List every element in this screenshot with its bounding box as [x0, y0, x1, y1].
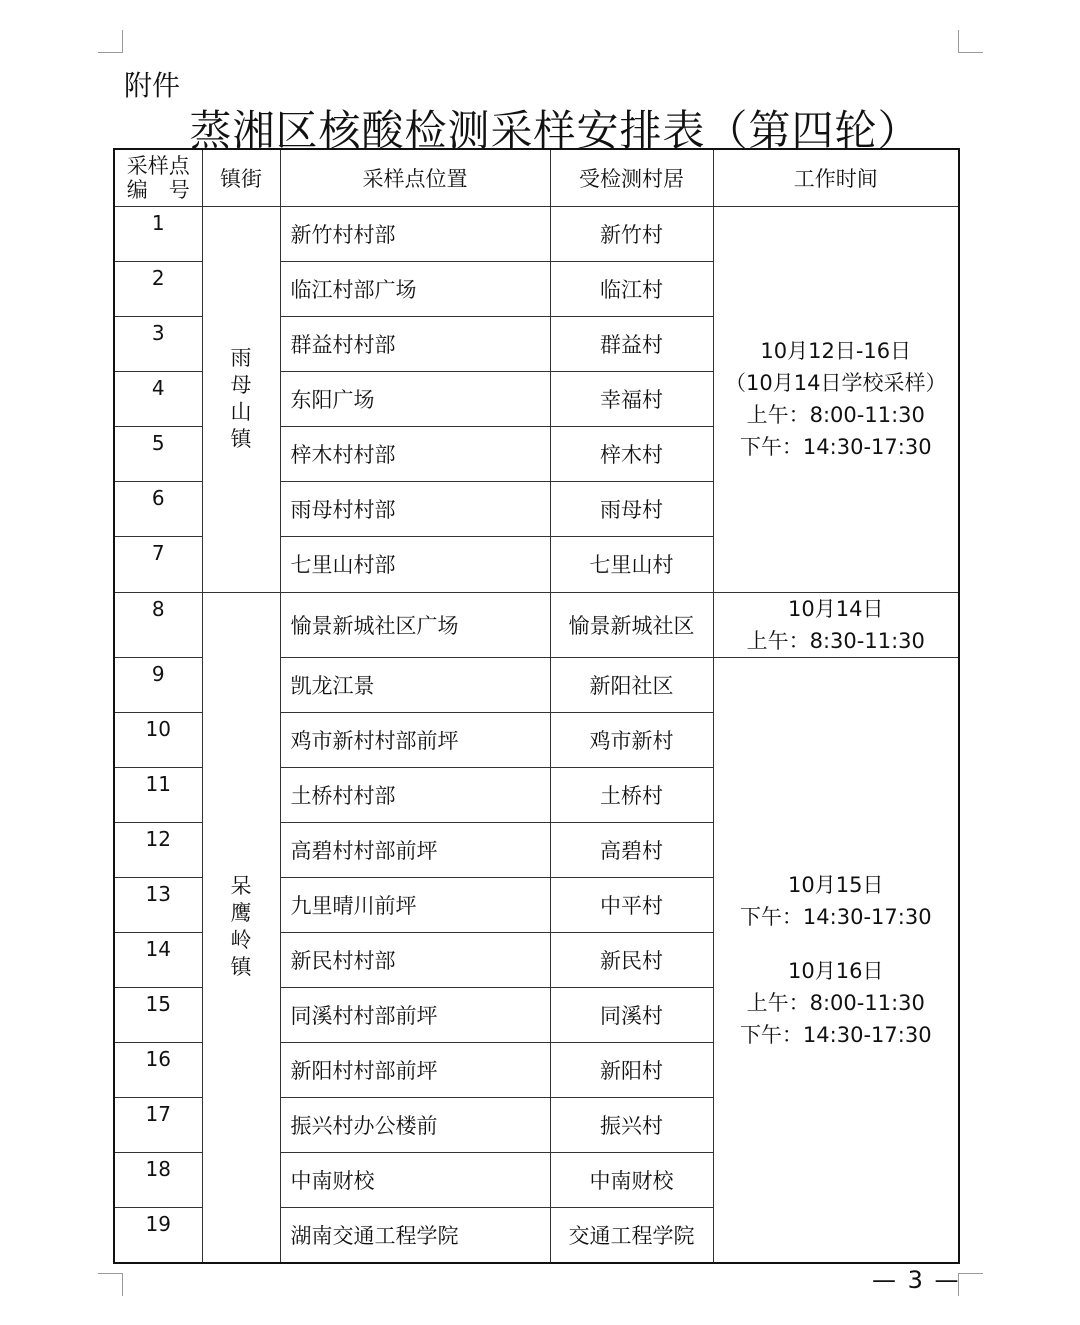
time-line: 上午：8:00-11:30 — [746, 403, 925, 427]
table-header-row — [114, 149, 959, 206]
time-line: 10月14日 — [788, 596, 884, 621]
row-number: 18 — [114, 1152, 202, 1207]
town-char: 雨 — [230, 346, 252, 370]
location-cell: 新阳村村部前坪 — [280, 1042, 550, 1097]
row-number: 4 — [114, 371, 202, 426]
location-cell: 振兴村办公楼前 — [280, 1097, 550, 1152]
village-cell: 中南财校 — [550, 1152, 713, 1207]
crop-mark-bottom-left — [98, 1273, 123, 1296]
village-cell: 幸福村 — [550, 371, 713, 426]
row-number: 5 — [114, 426, 202, 481]
village-cell: 新民村 — [550, 932, 713, 987]
header-sample-no-line1: 采样点 — [126, 153, 190, 178]
time-cell-group3 — [713, 657, 959, 1263]
row-number: 1 — [114, 206, 202, 261]
location-cell: 湖南交通工程学院 — [280, 1207, 550, 1263]
town-char: 镇 — [230, 955, 252, 980]
location-cell: 鸡市新村村部前坪 — [280, 712, 550, 767]
town-char: 山 — [230, 400, 252, 424]
row-number: 17 — [114, 1097, 202, 1152]
time-cell-group1 — [713, 206, 959, 592]
village-cell: 新阳社区 — [550, 657, 713, 712]
location-cell: 群益村村部 — [280, 316, 550, 371]
header-town: 镇街 — [202, 149, 280, 206]
location-cell: 愉景新城社区广场 — [280, 592, 550, 657]
village-cell: 雨母村 — [550, 481, 713, 536]
village-cell: 土桥村 — [550, 767, 713, 822]
village-cell: 鸡市新村 — [550, 712, 713, 767]
location-cell: 凯龙江景 — [280, 657, 550, 712]
location-cell: 梓木村村部 — [280, 426, 550, 481]
header-sample-no-line2: 编 号 — [126, 177, 190, 202]
time-line: 上午：8:30-11:30 — [746, 628, 925, 653]
row-number: 2 — [114, 261, 202, 316]
row-number: 8 — [114, 592, 202, 657]
town-char: 岭 — [230, 928, 252, 953]
time-line: 10月15日 — [788, 872, 884, 897]
crop-mark-bottom-right — [958, 1273, 983, 1296]
row-number: 16 — [114, 1042, 202, 1097]
row-number: 9 — [114, 657, 202, 712]
row-number: 19 — [114, 1207, 202, 1263]
row-number: 10 — [114, 712, 202, 767]
table-row — [114, 206, 959, 261]
table-row — [114, 592, 959, 657]
village-cell: 梓木村 — [550, 426, 713, 481]
town-char: 鹰 — [230, 901, 252, 926]
row-number: 15 — [114, 987, 202, 1042]
header-village: 受检测村居 — [550, 149, 713, 206]
page-title: 蒸湘区核酸检测采样安排表（第四轮） — [189, 106, 921, 155]
town-char: 镇 — [230, 427, 252, 451]
town-cell-daiyingling — [202, 592, 280, 1263]
schedule-table — [113, 148, 960, 1264]
village-cell: 振兴村 — [550, 1097, 713, 1152]
village-cell: 七里山村 — [550, 536, 713, 592]
time-line: 下午：14:30-17:30 — [739, 904, 932, 929]
time-line: 下午：14:30-17:30 — [739, 435, 932, 459]
location-cell: 临江村部广场 — [280, 261, 550, 316]
village-cell: 群益村 — [550, 316, 713, 371]
header-time: 工作时间 — [713, 149, 959, 206]
village-cell: 高碧村 — [550, 822, 713, 877]
location-cell: 雨母村村部 — [280, 481, 550, 536]
town-char: 呆 — [230, 874, 252, 899]
row-number: 3 — [114, 316, 202, 371]
town-char: 母 — [230, 373, 252, 397]
village-cell: 愉景新城社区 — [550, 592, 713, 657]
row-number: 11 — [114, 767, 202, 822]
header-location: 采样点位置 — [280, 149, 550, 206]
location-cell: 东阳广场 — [280, 371, 550, 426]
location-cell: 新民村村部 — [280, 932, 550, 987]
location-cell: 中南财校 — [280, 1152, 550, 1207]
attachment-label: 附件 — [124, 69, 181, 102]
village-cell: 同溪村 — [550, 987, 713, 1042]
village-cell: 交通工程学院 — [550, 1207, 713, 1263]
town-cell-yumushan — [202, 206, 280, 592]
location-cell: 土桥村村部 — [280, 767, 550, 822]
time-line: 下午：14:30-17:30 — [739, 1022, 932, 1047]
time-spacer — [714, 933, 959, 955]
village-cell: 新竹村 — [550, 206, 713, 261]
page-number: — 3 — — [872, 1266, 961, 1294]
row-number: 14 — [114, 932, 202, 987]
location-cell: 九里晴川前坪 — [280, 877, 550, 932]
time-cell-group2 — [713, 592, 959, 657]
row-number: 13 — [114, 877, 202, 932]
location-cell: 新竹村村部 — [280, 206, 550, 261]
location-cell: 七里山村部 — [280, 536, 550, 592]
location-cell: 同溪村村部前坪 — [280, 987, 550, 1042]
village-cell: 新阳村 — [550, 1042, 713, 1097]
time-line: （10月14日学校采样） — [725, 371, 947, 395]
row-number: 12 — [114, 822, 202, 877]
time-line: 10月12日-16日 — [760, 339, 912, 363]
time-line: 上午：8:00-11:30 — [746, 990, 925, 1015]
row-number: 6 — [114, 481, 202, 536]
row-number: 7 — [114, 536, 202, 592]
crop-mark-top-right — [958, 30, 983, 53]
village-cell: 临江村 — [550, 261, 713, 316]
crop-mark-top-left — [98, 30, 123, 53]
village-cell: 中平村 — [550, 877, 713, 932]
header-sample-no — [114, 149, 202, 206]
time-line: 10月16日 — [788, 958, 884, 983]
location-cell: 高碧村村部前坪 — [280, 822, 550, 877]
